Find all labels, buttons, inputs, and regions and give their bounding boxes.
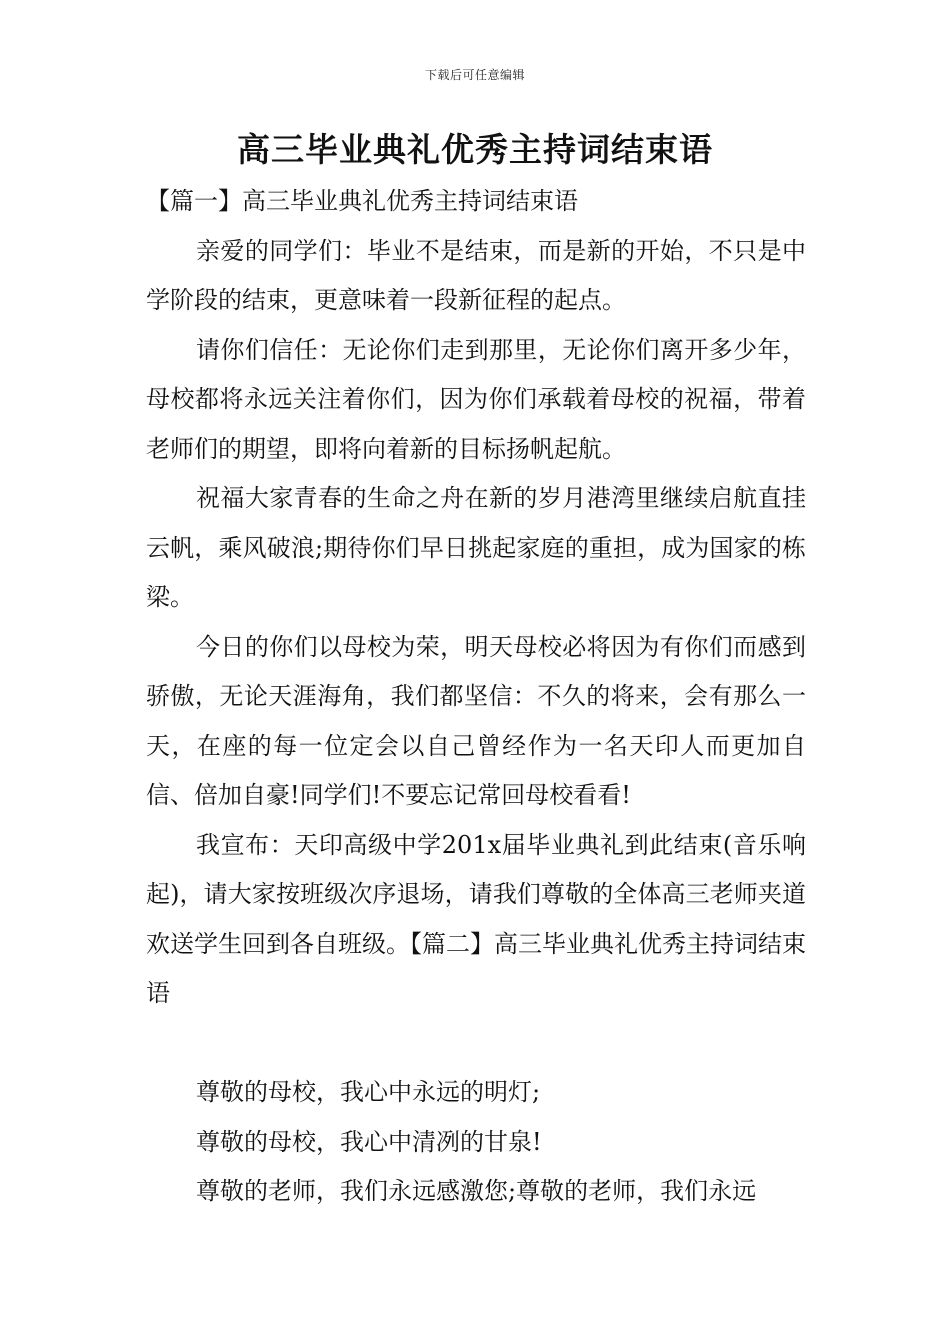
- blank-line: [146, 1019, 806, 1069]
- paragraph-4: 今日的你们以母校为荣，明天母校必将因为有你们而感到骄傲，无论天涯海角，我们都坚信：不久的将来，会有那么一天，在座的每一位定会以自己曾经作为一名天印人而更加自信、倍加自豪!同学们!不要忘记常回母校看看!: [146, 632, 806, 809]
- line-2: 尊敬的母校，我心中清冽的甘泉!: [196, 1127, 542, 1156]
- paragraph-5: [146, 821, 806, 1019]
- document-body: [146, 177, 806, 1217]
- paragraph-5-text: 我宣布：天印高级中学201x届毕业典礼到此结束(音乐响起)，请大家按班级次序退场，请我们尊敬的全体高三老师夹道欢送学生回到各自班级。: [146, 830, 806, 958]
- paragraph-1: 亲爱的同学们：毕业不是结束，而是新的开始，不只是中学阶段的结束，更意味着一段新征程的起点。: [146, 236, 806, 314]
- section-heading-2: 【篇二】高三毕业典礼优秀主持词结束语: [146, 929, 806, 1007]
- header-note: 下载后可任意编辑: [424, 68, 525, 82]
- section-heading-1: 【篇一】高三毕业典礼优秀主持词结束语: [146, 187, 578, 215]
- line-1: 尊敬的母校，我心中永远的明灯;: [196, 1078, 541, 1106]
- document-title: 高三毕业典礼优秀主持词结束语: [237, 130, 713, 169]
- line-3: 尊敬的老师，我们永远感激您;尊敬的老师，我们永远: [196, 1177, 757, 1205]
- paragraph-2: 请你们信任：无论你们走到那里，无论你们离开多少年，母校都将永远关注着你们，因为你们承载着母校的祝福，带着老师们的期望，即将向着新的目标扬帆起航。: [146, 335, 806, 463]
- paragraph-3: 祝福大家青春的生命之舟在新的岁月港湾里继续启航直挂云帆，乘风破浪;期待你们早日挑起家庭的重担，成为国家的栋梁。: [146, 484, 806, 611]
